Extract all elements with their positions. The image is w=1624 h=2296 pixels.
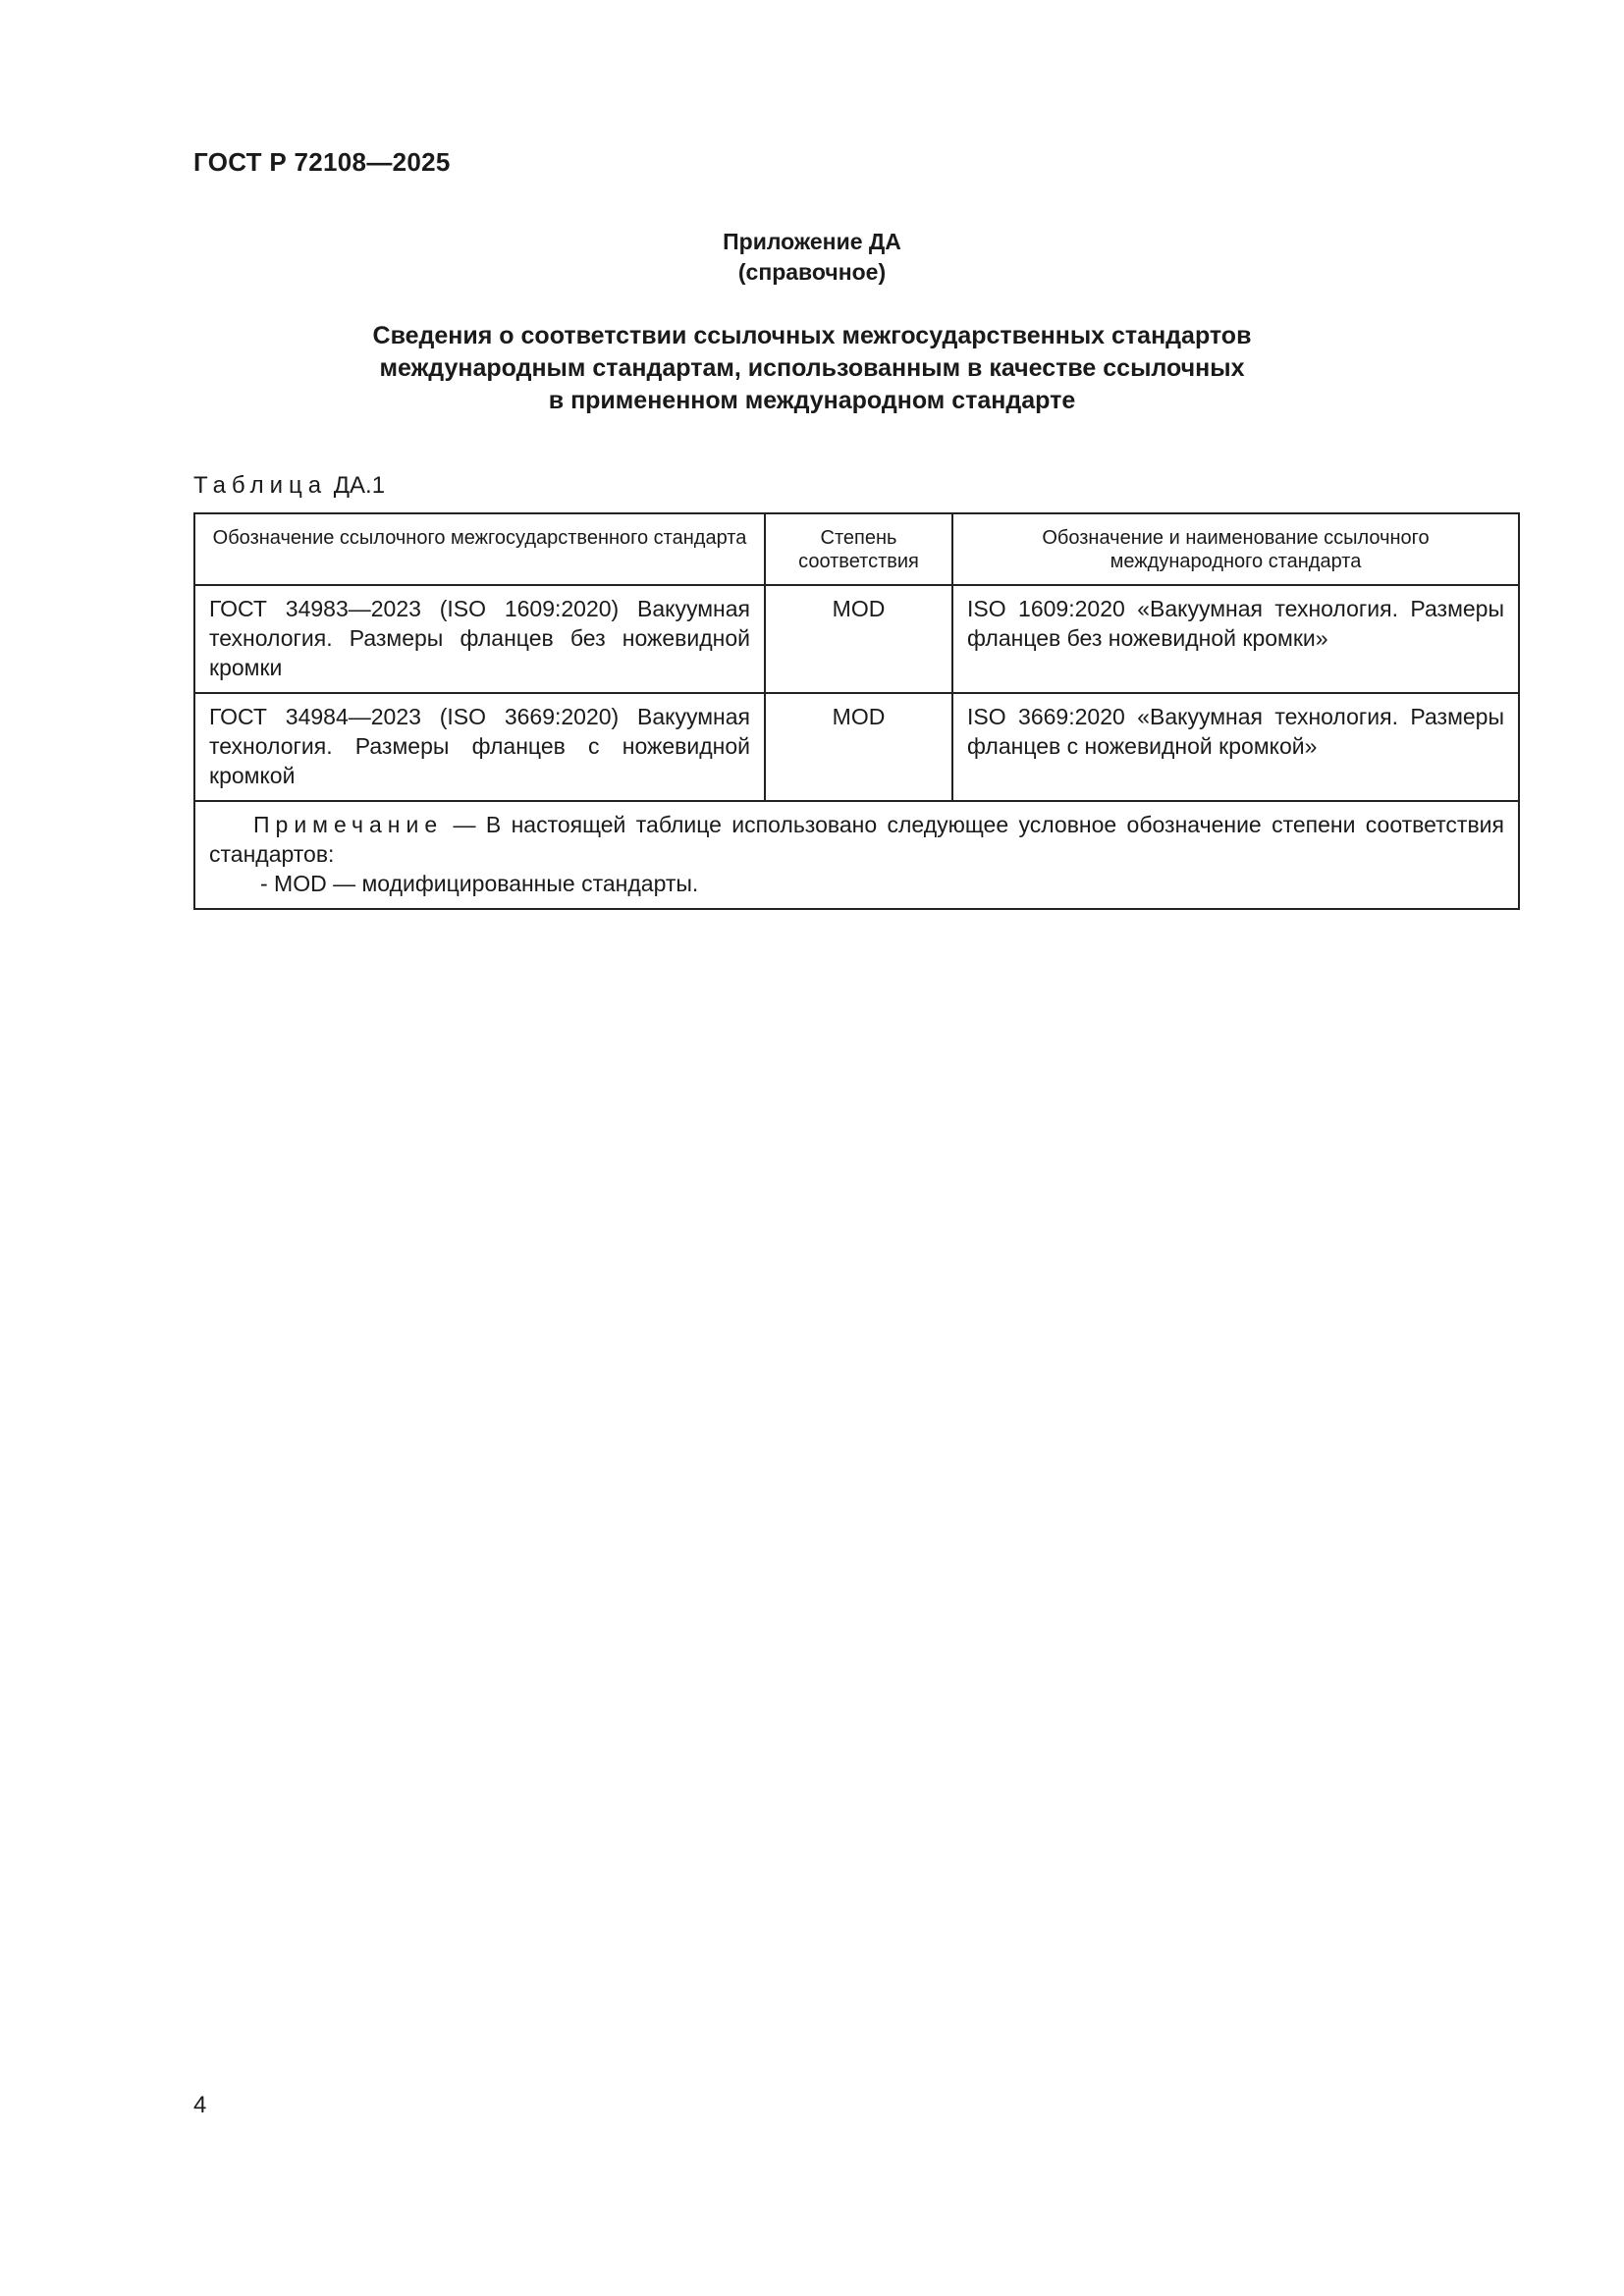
table-row xyxy=(194,585,1519,693)
note-text: — В настоящей таблице использовано следующее условное обозначение степени соответствия стандартов: xyxy=(209,812,1504,867)
header-standard: Обозначение ссылочного межгосударственного стандарта xyxy=(194,513,765,585)
table-row xyxy=(194,693,1519,801)
cell-degree: MOD xyxy=(765,585,952,693)
annex-heading xyxy=(0,227,1624,288)
cell-standard: ГОСТ 34983—2023 (ISO 1609:2020) Вакуумная технология. Размеры фланцев без ножевидной кромки xyxy=(194,585,765,693)
note-paragraph xyxy=(209,810,1504,869)
annex-title: Приложение ДА xyxy=(723,229,901,254)
correspondence-table xyxy=(193,512,1520,910)
header-degree: Степень соответствия xyxy=(765,513,952,585)
table-header-row xyxy=(194,513,1519,585)
cell-standard: ГОСТ 34984—2023 (ISO 3669:2020) Вакуумная технология. Размеры фланцев с ножевидной кромкой xyxy=(194,693,765,801)
page-number: 4 xyxy=(193,2092,207,2118)
table-caption-number: ДА.1 xyxy=(333,472,386,499)
section-title-line-1: Сведения о соответствии ссылочных межгосударственных стандартов xyxy=(372,322,1252,349)
cell-degree: MOD xyxy=(765,693,952,801)
note-label: Примечание xyxy=(253,812,444,837)
table-caption xyxy=(193,471,385,501)
document-code: ГОСТ Р 72108—2025 xyxy=(193,147,451,177)
note-item: - MOD — модифицированные стандарты. xyxy=(260,871,699,896)
annex-type: (справочное) xyxy=(737,259,887,285)
cell-international: ISO 1609:2020 «Вакуумная технология. Размеры фланцев без ножевидной кромки» xyxy=(952,585,1519,693)
section-title xyxy=(0,320,1624,417)
table-caption-label: Таблица xyxy=(193,472,328,499)
cell-international: ISO 3669:2020 «Вакуумная технология. Размеры фланцев с ножевидной кромкой» xyxy=(952,693,1519,801)
table-note-row xyxy=(194,801,1519,909)
section-title-line-3: в примененном международном стандарте xyxy=(548,387,1076,414)
section-title-line-2: международным стандартам, использованным в качестве ссылочных xyxy=(379,354,1245,382)
table-note xyxy=(194,801,1519,909)
header-international: Обозначение и наименование ссылочного международного стандарта xyxy=(952,513,1519,585)
